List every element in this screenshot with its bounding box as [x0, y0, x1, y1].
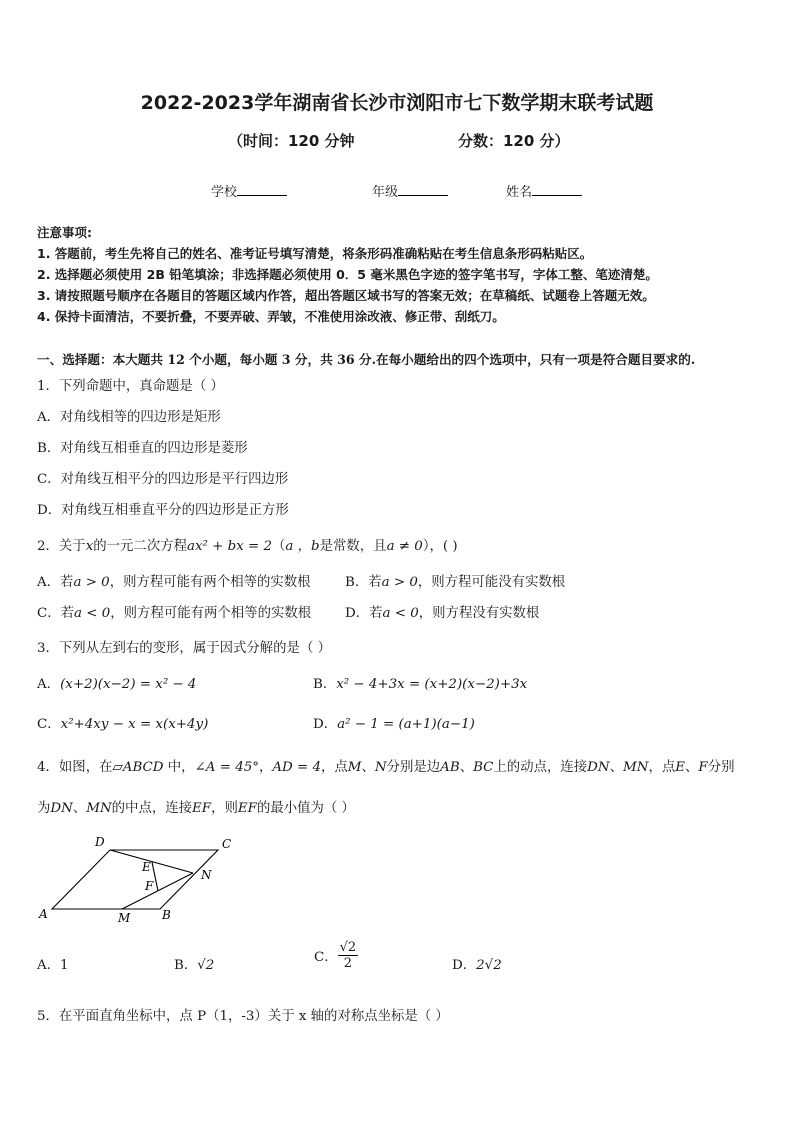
q4-seg: 的中点，连接 [111, 801, 193, 816]
grade-label: 年级 [372, 185, 399, 200]
q4-option-d-math: 2√2 [476, 958, 502, 973]
q4-seg: ∠A = 45° [194, 760, 259, 775]
q2-condition: a ≠ 0 [386, 539, 423, 554]
q2-option-a-label: A．若 [37, 575, 74, 590]
segment-dn [110, 850, 193, 873]
q4-option-b-label: B． [174, 958, 198, 973]
parallelogram-abcd [52, 850, 218, 909]
label-m: M [118, 911, 131, 925]
q2-text: ），( ) [422, 539, 458, 554]
q2-option-b[interactable] [345, 571, 565, 590]
q2-equation: ax² + bx = 2 [187, 539, 273, 554]
q4-seg: DN [587, 760, 610, 775]
q4-seg: 、 [361, 760, 375, 775]
q3-option-a-label: A． [37, 677, 61, 692]
q4-seg: ，点 [321, 760, 348, 775]
q4-seg: 4．如图，在▱ [37, 760, 123, 775]
q4-seg: 中， [163, 760, 195, 775]
q4-seg: ，点 [648, 760, 676, 775]
q4-seg: ， [258, 760, 273, 775]
q4-seg: EF [192, 801, 212, 816]
q4-seg: 、 [609, 760, 623, 775]
question-3-stem: 3．下列从左到右的变形，属于因式分解的是（ ） [37, 641, 331, 656]
q4-seg: 、 [459, 760, 474, 775]
exam-score: 分数：120 分） [458, 132, 570, 150]
question-1-stem: 1．下列命题中，真命题是（ ） [37, 379, 224, 394]
q2-option-c-math: a < 0 [74, 606, 111, 621]
question-4-line-2 [37, 797, 355, 816]
q4-seg: BC [473, 760, 494, 775]
q4-seg: DN [50, 801, 73, 816]
q2-option-a-text: ，则方程可能有两个相等的实数根 [109, 575, 311, 590]
q3-option-c[interactable] [37, 713, 208, 732]
exam-time: （时间：120 分钟 [228, 132, 355, 150]
label-d: D [95, 835, 105, 849]
q4-seg: M [347, 760, 362, 775]
q4-option-d[interactable] [452, 954, 502, 973]
section-heading: 一、选择题：本大题共 12 个小题，每小题 3 分，共 36 分.在每小题给出的四个选项中，只有一项是符合题目要求的. [37, 352, 696, 367]
q4-seg: EF [237, 801, 257, 816]
q3-option-a-math: (x+2)(x−2) = x² − 4 [60, 677, 197, 692]
q4-seg: 为 [37, 801, 51, 816]
q2-text: （ [272, 539, 286, 554]
q4-seg: AD = 4 [272, 760, 321, 775]
q4-seg: 上的动点，连接 [493, 760, 588, 775]
notice-heading: 注意事项: [37, 225, 92, 240]
q1-option-b[interactable]: B．对角线互相垂直的四边形是菱形 [37, 441, 248, 456]
q3-option-d-math: a² − 1 = (a+1)(a−1) [337, 717, 475, 732]
q2-text: 的一元二次方程 [93, 539, 187, 554]
label-e: E [142, 860, 151, 874]
label-b: B [162, 908, 171, 922]
q4-seg: AB [440, 760, 460, 775]
q2-math-x: x [85, 539, 94, 554]
q3-option-b[interactable] [313, 673, 527, 692]
q4-seg: MN [86, 801, 112, 816]
q4-option-c-fraction [338, 940, 359, 971]
q2-math-ab: a ，b [285, 539, 320, 554]
q1-option-d[interactable]: D．对角线互相垂直平分的四边形是正方形 [37, 503, 289, 518]
q3-option-b-label: B． [313, 677, 337, 692]
grade-field [372, 181, 448, 200]
q4-option-c-label: C． [314, 950, 338, 965]
q1-option-c[interactable]: C．对角线互相平分的四边形是平行四边形 [37, 472, 289, 487]
q4-seg: 的最小值为（ ） [256, 801, 355, 816]
q4-seg: 分别是边 [386, 760, 441, 775]
q2-option-c[interactable] [37, 602, 311, 621]
q4-option-c[interactable] [314, 940, 358, 971]
question-2-stem [37, 535, 458, 554]
q4-option-a[interactable]: A．1 [37, 958, 69, 973]
q2-option-d-text: ，则方程没有实数根 [418, 606, 540, 621]
q4-seg: N [374, 760, 387, 775]
fraction-denominator: 2 [343, 956, 353, 971]
q2-text: 是常数，且 [319, 539, 387, 554]
q3-option-a[interactable] [37, 673, 196, 692]
question-4-line-1 [37, 756, 734, 775]
question-5-stem: 5．在平面直角坐标中，点 P（1，-3）关于 x 轴的对称点坐标是（ ） [37, 1009, 449, 1024]
q4-seg: F [698, 760, 708, 775]
label-f: F [145, 879, 154, 893]
q2-option-c-text: ，则方程可能有两个相等的实数根 [110, 606, 312, 621]
q2-option-b-label: B．若 [345, 575, 382, 590]
q4-option-b[interactable] [174, 954, 214, 973]
name-field [506, 181, 582, 200]
q4-seg: 分别 [707, 760, 735, 775]
q4-seg: ，则 [211, 801, 238, 816]
q2-option-b-text: ，则方程可能没有实数根 [417, 575, 566, 590]
q2-option-d-math: a < 0 [382, 606, 419, 621]
label-a: A [39, 907, 48, 921]
q4-option-b-math: √2 [197, 958, 215, 973]
fraction-numerator: √2 [339, 940, 357, 955]
q2-option-b-math: a > 0 [381, 575, 418, 590]
q2-text: 2．关于 [37, 539, 86, 554]
q2-option-c-label: C．若 [37, 606, 75, 621]
q2-option-a-math: a > 0 [73, 575, 110, 590]
label-c: C [222, 837, 232, 851]
school-label: 学校 [211, 185, 238, 200]
school-field [211, 181, 287, 200]
notice-item: 2. 选择题必须使用 2B 铅笔填涂；非选择题必须使用 0．5 毫米黑色字迹的签字笔书写，字体工整、笔迹清楚。 [37, 267, 658, 282]
notice-item: 4. 保持卡面清洁，不要折叠，不要弄破、弄皱，不准使用涂改液、修正带、刮纸刀。 [37, 309, 505, 324]
page-title: 2022-2023学年湖南省长沙市浏阳市七下数学期末联考试题 [140, 92, 654, 114]
q3-option-c-label: C． [37, 717, 61, 732]
name-blank[interactable] [532, 183, 582, 196]
grade-blank[interactable] [398, 183, 448, 196]
q4-seg: E [675, 760, 685, 775]
q4-seg: 、 [685, 760, 699, 775]
q3-option-c-math: x²+4xy − x = x(x+4y) [60, 717, 209, 732]
q4-seg: 、 [72, 801, 87, 816]
q2-option-d[interactable] [345, 602, 539, 621]
name-label: 姓名 [506, 185, 533, 200]
q2-option-a[interactable] [37, 571, 311, 590]
q4-seg: MN [623, 760, 649, 775]
parallelogram-figure [30, 830, 250, 930]
notice-item: 1. 答题前，考生先将自己的姓名、准考证号填写清楚，将条形码准确粘贴在考生信息条形码粘贴区。 [37, 246, 593, 261]
q1-option-a[interactable]: A．对角线相等的四边形是矩形 [37, 410, 221, 425]
label-n: N [201, 868, 212, 882]
q2-option-d-label: D．若 [345, 606, 383, 621]
q3-option-d-label: D． [313, 717, 338, 732]
q3-option-d[interactable] [313, 713, 475, 732]
notice-item: 3. 请按照题号顺序在各题目的答题区域内作答，超出答题区域书写的答案无效；在草稿纸、试题卷上答题无效。 [37, 288, 655, 303]
school-blank[interactable] [237, 183, 287, 196]
q3-option-b-math: x² − 4+3x = (x+2)(x−2)+3x [336, 677, 528, 692]
q4-seg: ABCD [122, 760, 164, 775]
q4-option-d-label: D． [452, 958, 477, 973]
